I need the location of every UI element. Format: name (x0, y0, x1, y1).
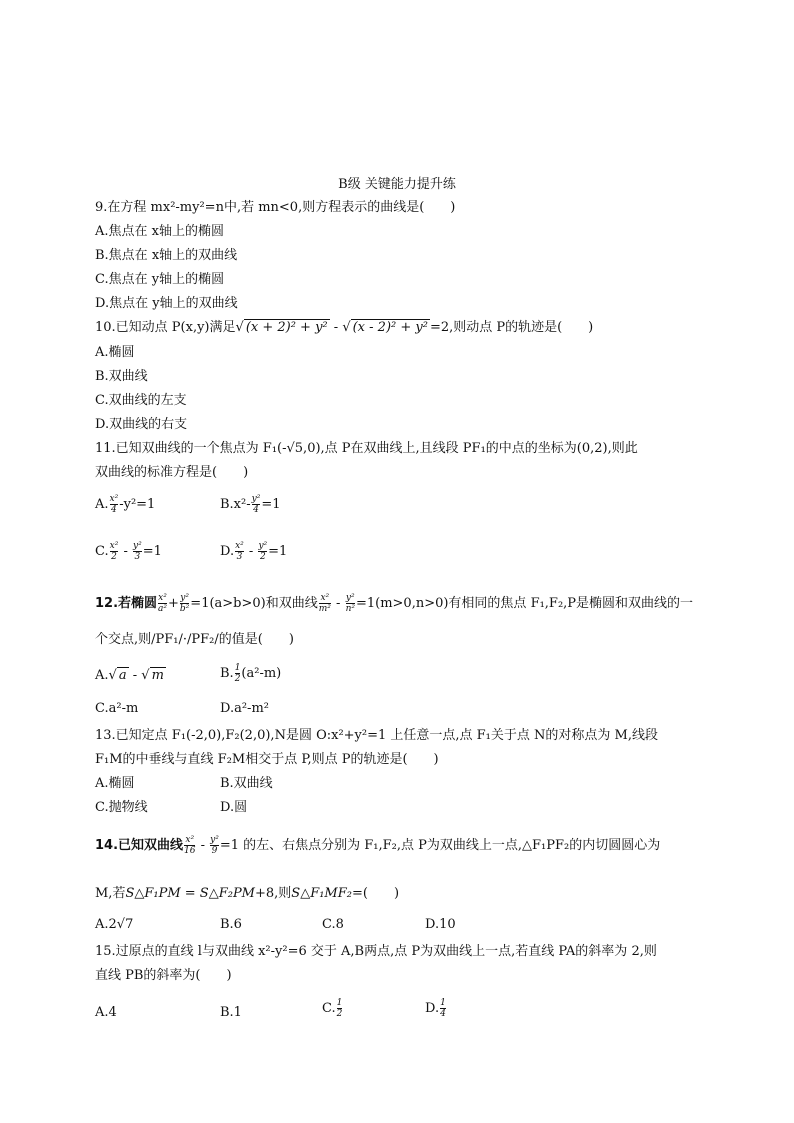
q13-option-c: C.抛物线 (95, 800, 148, 815)
q13-option-b: B.双曲线 (220, 776, 273, 791)
q14-option-b: B.6 (220, 917, 242, 932)
q9-option-d: D.焦点在 y轴上的双曲线 (95, 296, 238, 311)
q11-option-c: C. $\frac{\text{x²}}{2}$ - $\frac{\text{y²}}{3}$ =1 (95, 541, 162, 562)
q15-stem-line2: 直线 PB的斜率为( ) (95, 968, 232, 983)
q10-option-c: C.双曲线的左支 (95, 393, 187, 408)
q9-stem: 9.在方程 mx²-my²=n中,若 mn<0,则方程表示的曲线是( ) (95, 200, 456, 215)
q13-option-a: A.椭圆 (95, 776, 135, 791)
q12-stem-line2: 个交点,则/PF₁/·/PF₂/的值是( ) (95, 632, 294, 647)
q10-minus: - (329, 320, 343, 335)
q9-option-b: B.焦点在 x轴上的双曲线 (95, 248, 238, 263)
section-title: B级 关键能力提升练 (338, 177, 456, 192)
q10-sqrt1: (x + 2)² + y² (245, 320, 328, 335)
q11-option-a: A. $\frac{\text{x²}}{4}$ -y²=1 (95, 494, 156, 515)
q12-option-a: A.√ a - √ m (95, 668, 164, 683)
q13-stem-line2: F₁M的中垂线与直线 F₂M相交于点 P,则点 P的轨迹是( ) (95, 752, 439, 767)
q14-stem-line2: M,若S△F₁PM = S△F₂PM+8,则S△F₁MF₂=( ) (95, 886, 400, 901)
q11-option-b: B.x²- $\frac{\text{y²}}{4}$ =1 (220, 494, 281, 515)
q13-option-d: D.圆 (220, 800, 248, 815)
q11-stem-line1: 11.已知双曲线的一个焦点为 F₁(-√5,0),点 P在双曲线上,且线段 PF₁的中点的坐标为(0,2),则此 (95, 441, 638, 456)
q14-option-a: A.2√7 (95, 917, 134, 932)
q12-option-b: B. $\frac{1}{2}$ (a²-m) (220, 663, 282, 684)
q14-option-c: C.8 (322, 917, 344, 932)
q15-option-c: C. $\frac{1}{2}$ (322, 998, 343, 1019)
q14-stem-line1: 14.已知双曲线 $\frac{\text{x²}}{16}$ - $\frac{\text{y²}}{9}$ =1 的左、右焦点分别为 F₁,F₂,点 P为双曲线上一点,△F₁PF₂的内切圆圆心为 (95, 835, 661, 856)
q9-option-a: A.焦点在 x轴上的椭圆 (95, 224, 224, 239)
q11-option-d: D. $\frac{\text{x²}}{3}$ - $\frac{\text{y²}}{2}$ =1 (220, 541, 288, 562)
q12-option-d: D.a²-m² (220, 701, 269, 716)
q15-option-b: B.1 (220, 1005, 242, 1020)
q13-stem-line1: 13.已知定点 F₁(-2,0),F₂(2,0),N是圆 O:x²+y²=1 上任意一点,点 F₁关于点 N的对称点为 M,线段 (95, 728, 658, 743)
q15-stem-line1: 15.过原点的直线 l与双曲线 x²-y²=6 交于 A,B两点,点 P为双曲线上一点,若直线 PA的斜率为 2,则 (95, 944, 657, 959)
q15-option-a: A.4 (95, 1005, 117, 1020)
q10-option-d: D.双曲线的右支 (95, 417, 188, 432)
q10-option-b: B.双曲线 (95, 369, 148, 384)
q10-stem-b: =2,则动点 P的轨迹是( ) (429, 320, 594, 335)
q12-option-c: C.a²-m (95, 701, 139, 716)
q10-stem-a: 10.已知动点 P(x,y)满足 (95, 320, 236, 335)
q11-stem-line2: 双曲线的标准方程是( ) (95, 465, 249, 480)
q10-sqrt2: (x - 2)² + y² (352, 320, 428, 335)
q12-stem-line1: 12.若椭圆 $\frac{\text{x²}}{\text{a²}}$ + $\frac{\text{y²}}{\text{b²}}$ =1(a>b>0)和双曲线 $\frac{\text{x²}}{\text{m²}}$ - $\frac{\text{y²}}{\text{n²}}$ =1(m>0,n>0)有相同的焦点 F₁,F₂,P是椭圆和双曲线的一 (95, 593, 694, 614)
q10-stem: 10.已知动点 P(x,y)满足√ (x + 2)² + y² - √ (x - 2)² + y² =2,则动点 P的轨迹是( ) (95, 320, 594, 335)
q14-option-d: D.10 (425, 917, 456, 932)
q9-option-c: C.焦点在 y轴上的椭圆 (95, 272, 225, 287)
q10-option-a: A.椭圆 (95, 345, 135, 360)
q15-option-d: D. $\frac{1}{4}$ (425, 998, 446, 1019)
